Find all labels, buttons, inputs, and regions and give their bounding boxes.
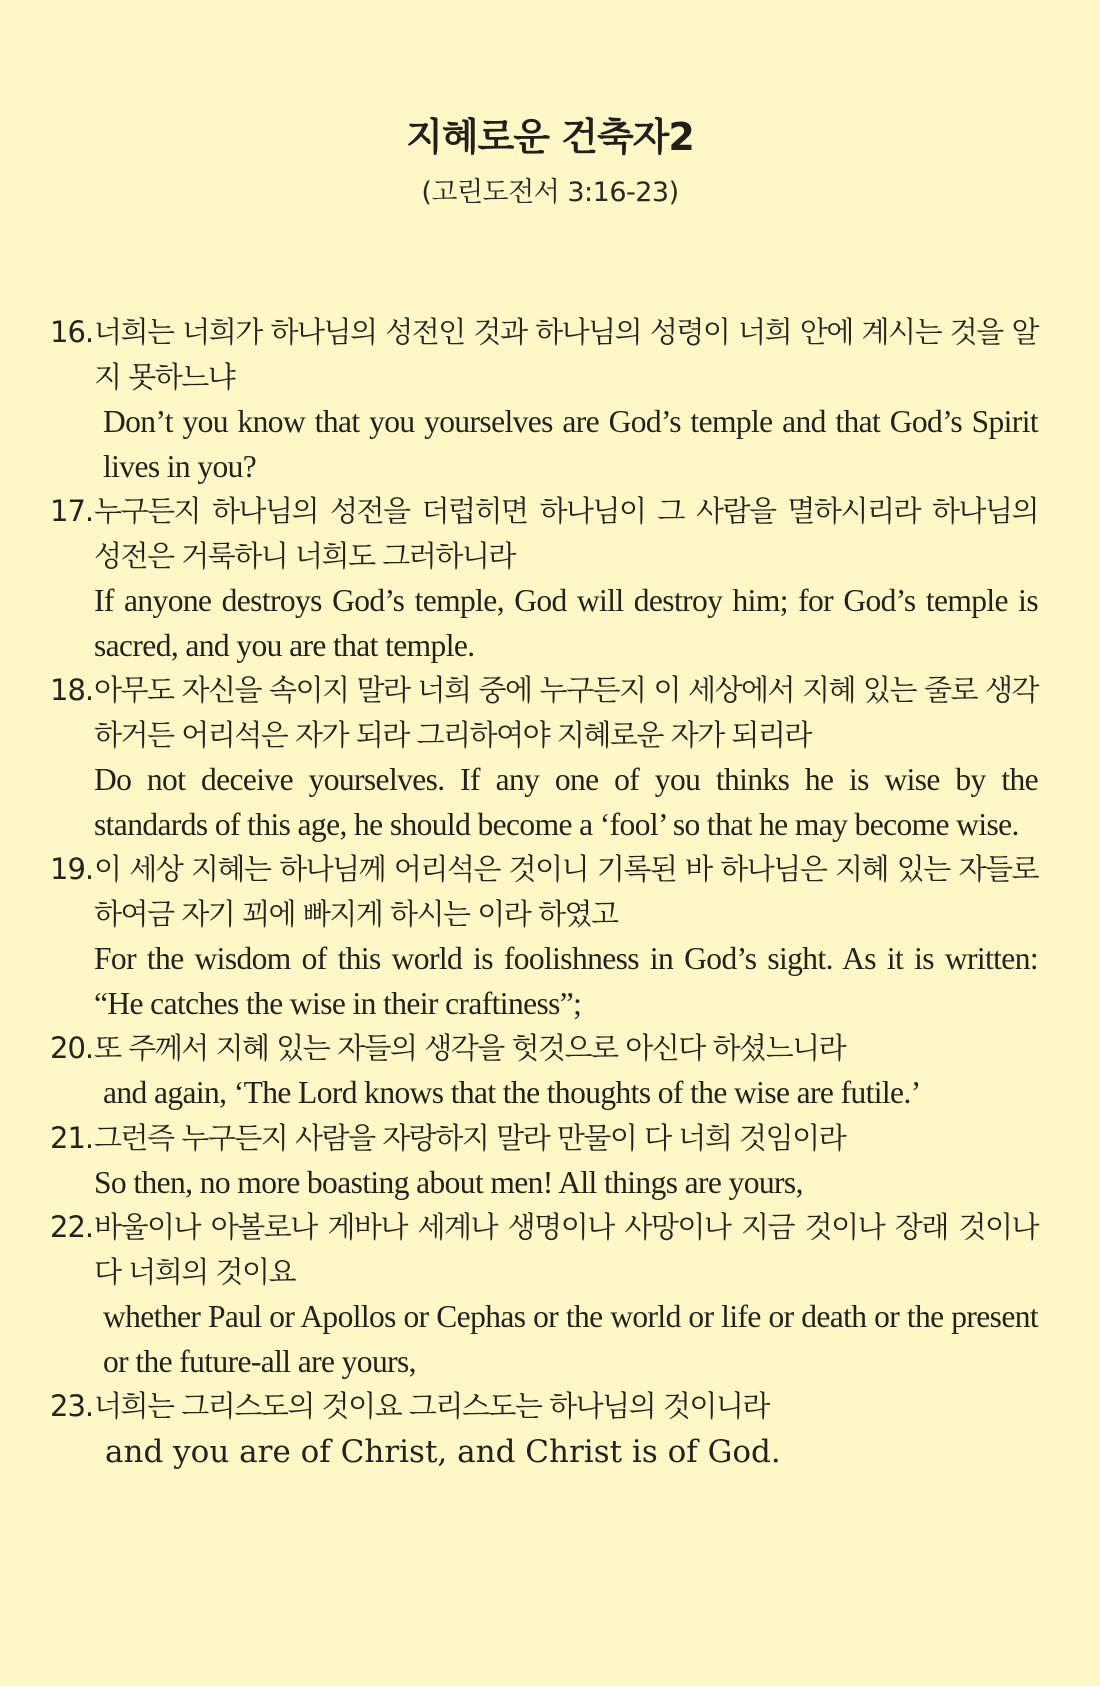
- verse-korean: [50, 847, 1038, 937]
- verse-korean: [50, 489, 1038, 579]
- verse-korean-text: 이 세상 지혜는 하나님께 어리석은 것이니 기록된 바 하나님은 지혜 있는 자들로 하여금 자기 꾀에 빠지게 하시는 이라 하였고: [94, 852, 1038, 931]
- verse-korean-text: 아무도 자신을 속이지 말라 너희 중에 누구든지 이 세상에서 지혜 있는 줄로 생각하거든 어리석은 자가 되라 그리하여야 지혜로운 자가 되리라: [94, 673, 1038, 752]
- verse-number: 18.: [50, 673, 94, 707]
- verse-20: [50, 1026, 1038, 1116]
- verse-korean-text: 누구든지 하나님의 성전을 더럽히면 하나님이 그 사람을 멸하시리라 하나님의 성전은 거룩하니 너희도 그러하니라: [94, 494, 1038, 573]
- verse-english: If anyone destroys God’s temple, God will destroy him; for God’s temple is sacred, and you are that temple.: [94, 583, 1038, 663]
- verse-19: [50, 847, 1038, 1026]
- verse-18: [50, 668, 1038, 847]
- verse-english: So then, no more boasting about men! All things are yours,: [94, 1164, 803, 1200]
- verse-17: [50, 489, 1038, 668]
- verse-korean: [50, 1116, 1038, 1161]
- verse-number: 23.: [50, 1389, 94, 1423]
- verse-number: 20.: [50, 1031, 94, 1065]
- verse-korean-text: 너희는 너희가 하나님의 성전인 것과 하나님의 성령이 너희 안에 계시는 것을 알지 못하느냐: [94, 315, 1038, 394]
- verse-korean: [50, 668, 1038, 758]
- verse-korean: [50, 1384, 1038, 1429]
- verse-22: [50, 1205, 1038, 1384]
- verse-list: [50, 310, 1038, 1475]
- verse-16: [50, 310, 1038, 489]
- verse-21: [50, 1116, 1038, 1206]
- page-title: 지혜로운 건축자2: [406, 115, 694, 159]
- verse-korean: [50, 1026, 1038, 1071]
- verse-23: [50, 1384, 1038, 1475]
- verse-korean-text: 너희는 그리스도의 것이요 그리스도는 하나님의 것이니라: [94, 1389, 769, 1423]
- verse-number: 22.: [50, 1210, 94, 1244]
- verse-number: 16.: [50, 315, 94, 349]
- verse-number: 19.: [50, 852, 94, 886]
- verse-english: Don’t you know that you yourselves are God’s temple and that God’s Spirit lives in you?: [103, 404, 1038, 484]
- verse-korean: [50, 310, 1038, 400]
- verse-number: 21.: [50, 1120, 94, 1155]
- verse-korean-text: 또 주께서 지혜 있는 자들의 생각을 헛것으로 아신다 하셨느니라: [94, 1031, 846, 1065]
- verse-korean-text: 그런즉 누구든지 사람을 자랑하지 말라 만물이 다 너희 것임이라: [94, 1120, 846, 1155]
- verse-korean-text: 바울이나 아볼로나 게바나 세계나 생명이나 사망이나 지금 것이나 장래 것이나 다 너희의 것이요: [94, 1210, 1038, 1289]
- verse-english: and again, ‘The Lord knows that the thoughts of the wise are futile.’: [103, 1075, 921, 1110]
- verse-english: Do not deceive yourselves. If any one of you thinks he is wise by the standards of this age, he should become a ‘fool’ so that he may become wise.: [94, 762, 1038, 842]
- verse-english: For the wisdom of this world is foolishness in God’s sight. As it is written: “He catches the wise in their craftiness”;: [94, 941, 1038, 1021]
- verse-number: 17.: [50, 494, 94, 528]
- verse-english: and you are of Christ, and Christ is of God.: [105, 1434, 781, 1470]
- verse-korean: [50, 1205, 1038, 1295]
- verse-english: whether Paul or Apollos or Cephas or the world or life or death or the present or the future-all are yours,: [103, 1299, 1038, 1379]
- scripture-reference: (고린도전서 3:16-23): [421, 177, 679, 208]
